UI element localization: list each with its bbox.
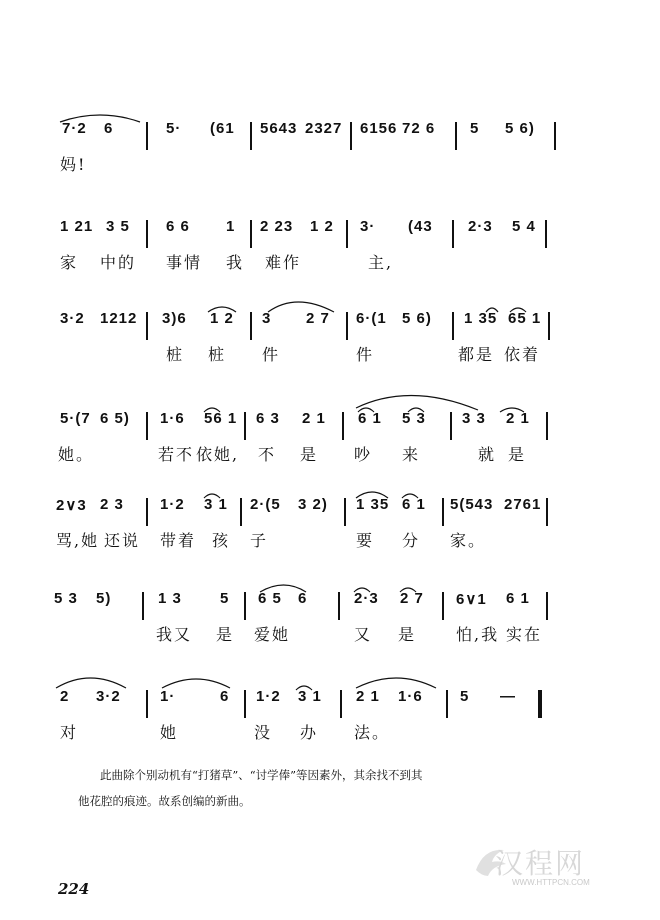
lyric: 她 <box>160 723 179 742</box>
note: 3 2) <box>298 496 328 513</box>
note: 2 <box>60 688 70 705</box>
page-number: 224 <box>58 880 90 898</box>
barline <box>442 592 444 620</box>
barline <box>250 312 252 340</box>
note: 5(543 <box>450 496 494 513</box>
note: 6156 <box>360 120 398 137</box>
footnote-line-2: 他花腔的痕迹。故系创编的新曲。 <box>78 794 251 808</box>
lyric: 妈! <box>60 155 87 174</box>
lyrics-line <box>0 152 660 176</box>
note: 5 4 <box>512 218 536 235</box>
note: 5 3 <box>402 410 426 427</box>
barline <box>338 592 340 620</box>
note: 1·2 <box>160 496 185 513</box>
note: 2 3 <box>100 496 124 513</box>
barline <box>452 220 454 248</box>
note: 2·(5 <box>250 496 281 513</box>
barline <box>442 498 444 526</box>
lyric: 难作 <box>265 253 302 272</box>
note: 5 6) <box>402 310 432 327</box>
lyric: 家 <box>60 253 79 272</box>
lyric: 件 <box>262 345 281 364</box>
note: 2 1 <box>302 410 326 427</box>
note: 5 <box>460 688 470 705</box>
barline <box>146 220 148 248</box>
note: 6 5 <box>258 590 282 607</box>
lyric: 就 <box>478 445 497 464</box>
barline <box>146 312 148 340</box>
note: 6 5) <box>100 410 130 427</box>
note: — <box>500 688 516 705</box>
barline <box>554 122 556 150</box>
barline <box>240 498 242 526</box>
note: 6∨1 <box>456 591 487 608</box>
barline <box>250 220 252 248</box>
note: 3 1 <box>298 688 322 705</box>
lyric: 桩 <box>208 345 227 364</box>
lyrics-line <box>0 622 660 646</box>
note: 5 <box>220 590 230 607</box>
barline <box>350 122 352 150</box>
note: 6 3 <box>256 410 280 427</box>
lyric: 事情 <box>166 253 203 272</box>
lyric: 都是 <box>458 345 495 364</box>
lyric: 分 <box>402 531 421 550</box>
note: 1212 <box>100 310 138 327</box>
barline <box>455 122 457 150</box>
note: 2 1 <box>356 688 380 705</box>
note: 2∨3 <box>56 497 87 514</box>
note: 2327 <box>305 120 343 137</box>
note: 1·2 <box>256 688 281 705</box>
lyric: 孩 <box>212 531 231 550</box>
note: 6 <box>104 120 114 137</box>
note: 5 <box>470 120 480 137</box>
note: 6 1 <box>358 410 382 427</box>
barline <box>548 312 550 340</box>
lyric: 是 <box>508 445 527 464</box>
lyric: 是 <box>398 625 417 644</box>
lyrics-line <box>0 442 660 466</box>
lyric: 主, <box>368 253 394 272</box>
lyric: 带着 <box>160 531 197 550</box>
lyric: 对 <box>60 723 79 742</box>
note: 5) <box>96 590 112 607</box>
lyric: 依着 <box>504 345 541 364</box>
barline <box>340 690 342 718</box>
lyric: 子 <box>250 531 269 550</box>
note: 3 <box>262 310 272 327</box>
note: 3·2 <box>96 688 121 705</box>
footnote-line-1: 此曲除个别动机有“打猪草”、“讨学俸”等因素外，其余找不到其 <box>100 768 423 782</box>
barline <box>546 412 548 440</box>
note: 6 6 <box>166 218 190 235</box>
note: 1 21 <box>60 218 94 235</box>
barline <box>346 312 348 340</box>
note: 1·6 <box>160 410 185 427</box>
lyric: 又 <box>354 625 373 644</box>
note: 1 2 <box>210 310 234 327</box>
lyric: 件 <box>356 345 375 364</box>
lyric: 若不 <box>158 445 195 464</box>
lyric: 依她, <box>196 445 240 464</box>
barline <box>250 122 252 150</box>
footnote <box>78 762 570 814</box>
lyrics-line <box>0 250 660 274</box>
note: 65 1 <box>508 310 542 327</box>
note: 72 6 <box>402 120 436 137</box>
note: 2·3 <box>468 218 493 235</box>
note: 6 <box>298 590 308 607</box>
note: 3 3 <box>462 410 486 427</box>
note: 2 7 <box>400 590 424 607</box>
barline <box>146 690 148 718</box>
note: 3 1 <box>204 496 228 513</box>
note: 5·(7 <box>60 410 91 427</box>
lyric: 骂,她 <box>56 531 100 550</box>
note: 3· <box>360 218 376 235</box>
lyric: 爱她 <box>254 625 291 644</box>
note: 2 1 <box>506 410 530 427</box>
note: 5 3 <box>54 590 78 607</box>
lyric: 家。 <box>450 531 487 550</box>
note: 3 5 <box>106 218 130 235</box>
lyric: 法。 <box>354 723 391 742</box>
note: 2 23 <box>260 218 294 235</box>
lyric: 办 <box>300 723 319 742</box>
note: 1·6 <box>398 688 423 705</box>
final-barline <box>538 690 542 718</box>
lyric: 实在 <box>506 625 543 644</box>
lyric: 还说 <box>104 531 141 550</box>
barline <box>342 412 344 440</box>
note: 1 35 <box>464 310 498 327</box>
note: (61 <box>210 120 235 137</box>
lyric: 我又 <box>156 625 193 644</box>
note: 5643 <box>260 120 298 137</box>
barline <box>546 592 548 620</box>
watermark-url: WWW.HTTPCN.COM <box>512 878 590 887</box>
note: 1 2 <box>310 218 334 235</box>
barline <box>450 412 452 440</box>
note: 7·2 <box>62 120 87 137</box>
note: 1· <box>160 688 176 705</box>
note: 3·2 <box>60 310 85 327</box>
note: 2761 <box>504 496 542 513</box>
lyric: 吵 <box>354 445 373 464</box>
note: 6·(1 <box>356 310 387 327</box>
lyrics-line <box>0 342 660 366</box>
lyric: 她。 <box>58 445 95 464</box>
barline <box>146 498 148 526</box>
note: 6 1 <box>402 496 426 513</box>
barline <box>546 498 548 526</box>
barline <box>142 592 144 620</box>
note: 1 <box>226 218 236 235</box>
lyric: 是 <box>300 445 319 464</box>
note: (43 <box>408 218 433 235</box>
lyrics-line <box>0 528 660 552</box>
barline <box>344 498 346 526</box>
note: 3)6 <box>162 310 187 327</box>
note: 1 3 <box>158 590 182 607</box>
note: 6 <box>220 688 230 705</box>
barline <box>545 220 547 248</box>
barline <box>244 592 246 620</box>
lyrics-line <box>0 720 660 744</box>
note: 1 35 <box>356 496 390 513</box>
lyric: 我 <box>226 253 245 272</box>
lyric: 没 <box>254 723 273 742</box>
barline <box>146 122 148 150</box>
lyric: 中的 <box>100 253 137 272</box>
note: 6 1 <box>506 590 530 607</box>
lyric: 怕,我 <box>456 625 500 644</box>
note: 5· <box>166 120 182 137</box>
lyric: 桩 <box>166 345 185 364</box>
barline <box>244 690 246 718</box>
note: 2·3 <box>354 590 379 607</box>
barline <box>244 412 246 440</box>
lyric: 是 <box>216 625 235 644</box>
note: 5 6) <box>505 120 535 137</box>
barline <box>452 312 454 340</box>
note: 2 7 <box>306 310 330 327</box>
watermark-text: 汉程网 <box>495 847 586 880</box>
lyric: 不 <box>258 445 277 464</box>
lyric: 要 <box>356 531 375 550</box>
lyric: 来 <box>402 445 421 464</box>
barline <box>146 412 148 440</box>
note: 56 1 <box>204 410 238 427</box>
barline <box>346 220 348 248</box>
barline <box>446 690 448 718</box>
